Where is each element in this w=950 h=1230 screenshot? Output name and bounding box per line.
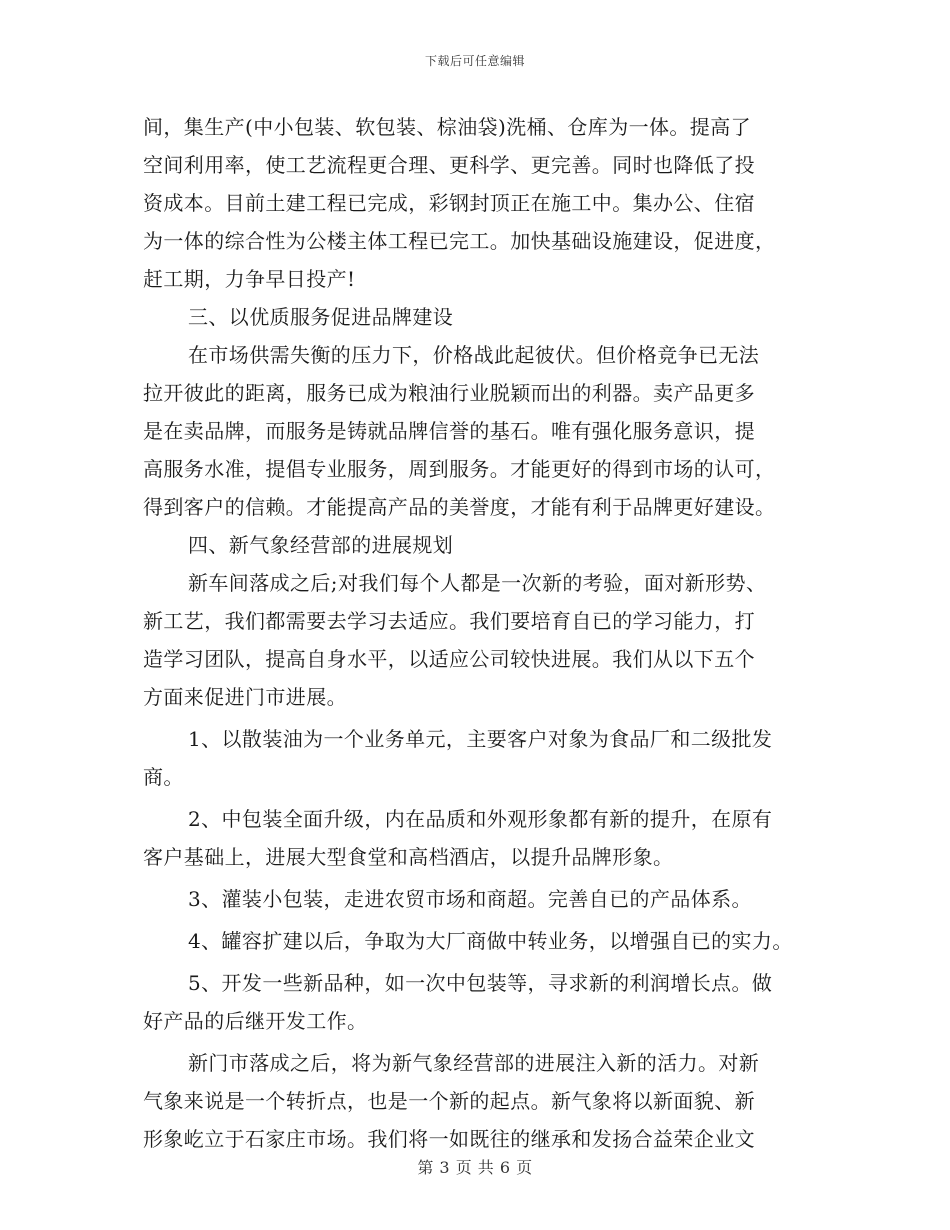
document-body: [143, 108, 833, 1158]
list-item: 3、灌装小包装，走进农贸市场和商超。完善自已的产品体系。: [188, 887, 752, 911]
body-line: 气象来说是一个转折点，也是一个新的起点。新气象将以新面貌、新: [143, 1089, 755, 1113]
body-line: 赶工期，力争早日投产!: [143, 267, 356, 291]
list-item: 2、中包装全面升级，内在品质和外观形象都有新的提升，在原有: [188, 807, 773, 831]
list-item: 5、开发一些新品种，如一次中包装等，寻求新的利润增长点。做: [188, 971, 773, 995]
body-line: 新工艺，我们都需要去学习去适应。我们要培育自已的学习能力，打: [143, 609, 755, 633]
list-item-continued: 商。: [143, 765, 184, 789]
body-line: 方面来促进门市进展。: [143, 685, 347, 709]
list-item: 1、以散装油为一个业务单元，主要客户对象为食品厂和二级批发: [188, 727, 773, 751]
body-line: 是在卖品牌，而服务是铸就品牌信誉的基石。唯有强化服务意识，提: [143, 419, 755, 443]
body-line: 新门市落成之后，将为新气象经营部的进展注入新的活力。对新: [188, 1051, 760, 1075]
list-item-continued: 好产品的后继开发工作。: [143, 1009, 368, 1033]
section-heading: 三、以优质服务促进品牌建设: [188, 305, 454, 329]
body-line: 高服务水准，提倡专业服务，周到服务。才能更好的得到市场的认可，: [143, 457, 776, 481]
list-item: 4、罐容扩建以后，争取为大厂商做中转业务，以增强自已的实力。: [188, 929, 793, 953]
page-header: 下载后可任意编辑: [424, 54, 525, 68]
list-item-continued: 客户基础上，进展大型食堂和高档酒店，以提升品牌形象。: [143, 845, 674, 869]
body-line: 造学习团队，提高自身水平，以适应公司较快进展。我们从以下五个: [143, 647, 755, 671]
body-line: 在市场供需失衡的压力下，价格战此起彼伏。但价格竞争已无法: [188, 343, 760, 367]
section-heading: 四、新气象经营部的进展规划: [188, 533, 454, 557]
body-line: 为一体的综合性为公楼主体工程已完工。加快基础设施建设，促进度，: [143, 229, 776, 253]
body-line: 新车间落成之后;对我们每个人都是一次新的考验，面对新形势、: [188, 571, 767, 595]
body-line: 拉开彼此的距离，服务已成为粮油行业脱颖而出的利器。卖产品更多: [143, 381, 755, 405]
body-line: 间，集生产(中小包装、软包装、棕油袋)洗桶、仓库为一体。提高了: [143, 115, 752, 139]
body-line: 形象屹立于石家庄市场。我们将一如既往的继承和发扬合益荣企业文: [143, 1127, 755, 1151]
page-number: 第 3 页 共 6 页: [417, 1158, 533, 1177]
body-line: 空间利用率，使工艺流程更合理、更科学、更完善。同时也降低了投: [143, 153, 755, 177]
body-line: 资成本。目前土建工程已完成，彩钢封顶正在施工中。集办公、住宿: [143, 191, 755, 215]
body-line: 得到客户的信赖。才能提高产品的美誉度，才能有利于品牌更好建设。: [143, 495, 776, 519]
